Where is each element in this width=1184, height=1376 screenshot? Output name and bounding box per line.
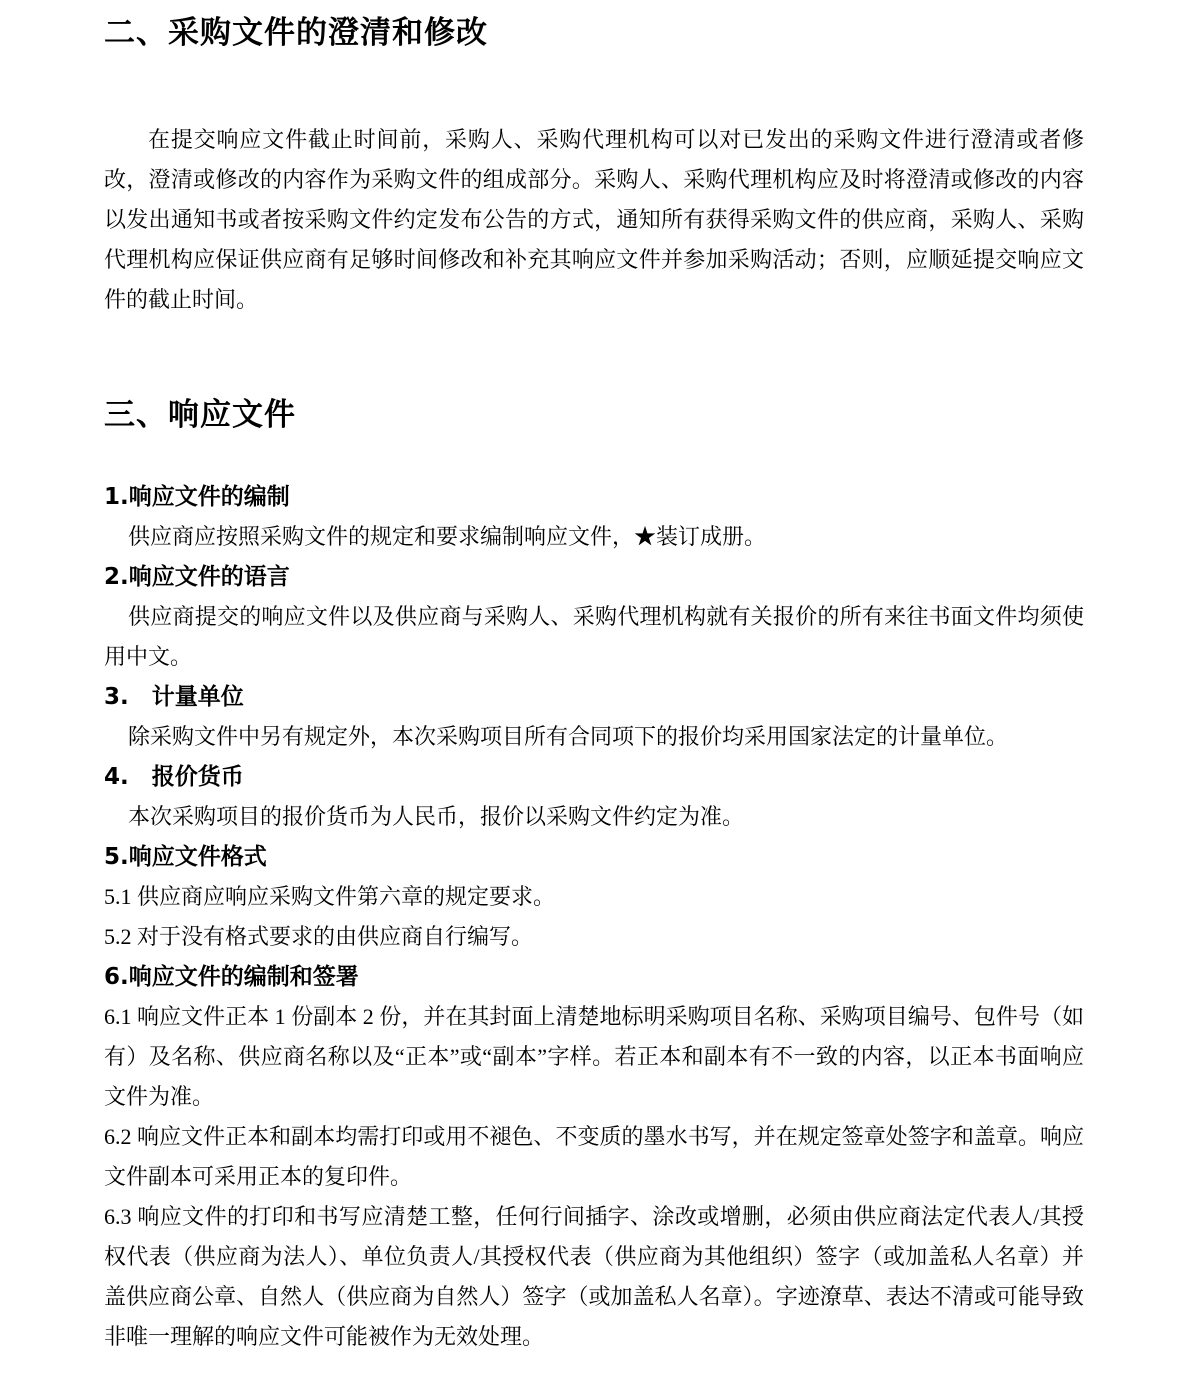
- item-2-title: 2.响应文件的语言: [104, 564, 290, 590]
- item-3-paragraph: 除采购文件中另有规定外，本次采购项目所有合同项下的报价均采用国家法定的计量单位。: [128, 724, 1009, 749]
- item-2-paragraph: 供应商提交的响应文件以及供应商与采购人、采购代理机构就有关报价的所有来往书面文件均须使用中文。: [104, 604, 1084, 669]
- item-5-title: 5.响应文件格式: [104, 844, 267, 870]
- item-1-paragraph: 供应商应按照采购文件的规定和要求编制响应文件，★装订成册。: [128, 524, 767, 549]
- item-6-paragraph-2: 6.2 响应文件正本和副本均需打印或用不褪色、不变质的墨水书写，并在规定签章处签字和盖章。响应文件副本可采用正本的复印件。: [104, 1124, 1084, 1189]
- item-4-title: 4. 报价货币: [104, 764, 244, 790]
- item-5-paragraph-2: 5.2 对于没有格式要求的由供应商自行编写。: [104, 924, 534, 949]
- item-6-title: 6.响应文件的编制和签署: [104, 964, 359, 990]
- item-4-paragraph: 本次采购项目的报价货币为人民币，报价以采购文件约定为准。: [128, 804, 745, 829]
- section-3-items: [104, 477, 1084, 1357]
- section-2-paragraph: 在提交响应文件截止时间前，采购人、采购代理机构可以对已发出的采购文件进行澄清或者修改，澄清或修改的内容作为采购文件的组成部分。采购人、采购代理机构应及时将澄清或修改的内容以发出通知书或者按采购文件约定发布公告的方式，通知所有获得采购文件的供应商，采购人、采购代理机构应保证供应商有足够时间修改和补充其响应文件并参加采购活动；否则，应顺延提交响应文件的截止时间。: [104, 127, 1084, 312]
- item-6-paragraph-1: 6.1 响应文件正本 1 份副本 2 份，并在其封面上清楚地标明采购项目名称、采购项目编号、包件号（如有）及名称、供应商名称以及“正本”或“副本”字样。若正本和副本有不一致的内容，以正本书面响应文件为准。: [104, 1004, 1084, 1109]
- item-3-title: 3. 计量单位: [104, 684, 244, 710]
- section-2-heading: 二、采购文件的澄清和修改: [104, 15, 488, 51]
- section-3-heading: 三、响应文件: [104, 397, 296, 433]
- item-5-paragraph-1: 5.1 供应商应响应采购文件第六章的规定要求。: [104, 884, 556, 909]
- item-1-title: 1.响应文件的编制: [104, 484, 290, 510]
- item-6-paragraph-3: 6.3 响应文件的打印和书写应清楚工整，任何行间插字、涂改或增删，必须由供应商法定代表人/其授权代表（供应商为法人）、单位负责人/其授权代表（供应商为其他组织）签字（或加盖私人名章）并盖供应商公章、自然人（供应商为自然人）签字（或加盖私人名章）。字迹潦草、表达不清或可能导致非唯一理解的响应文件可能被作为无效处理。: [104, 1204, 1084, 1349]
